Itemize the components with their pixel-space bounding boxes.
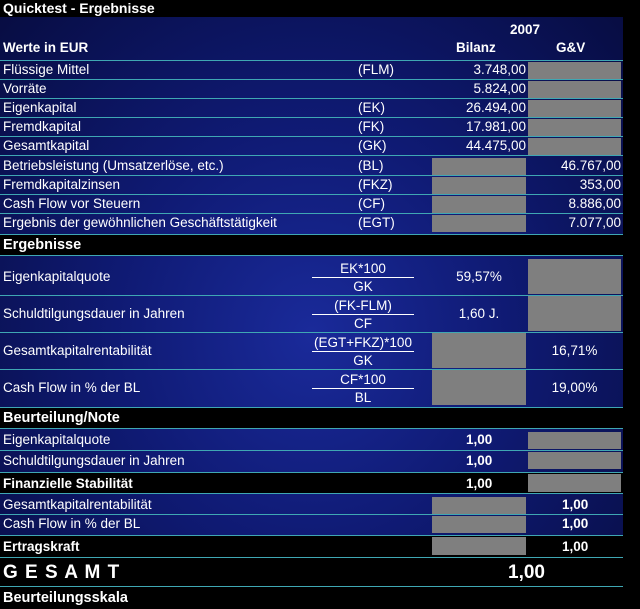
bilanz-empty-cell [432, 158, 526, 175]
rating-value: 1,00 [562, 516, 589, 531]
formula [312, 260, 414, 295]
row-separator [0, 155, 623, 156]
result-label: Schuldtilgungsdauer in Jahren [3, 306, 185, 321]
guv-cell[interactable]: 353,00 [579, 177, 621, 192]
scale-section-header [0, 587, 623, 609]
bilanz-empty-cell [432, 537, 526, 555]
row-abbr: (EK) [358, 100, 385, 115]
rating-title: Beurteilung/Note [3, 410, 120, 426]
formula-denominator: GK [353, 353, 373, 368]
row-abbr: (EGT) [358, 215, 395, 230]
table-row [0, 137, 623, 155]
result-label: Eigenkapitalquote [3, 269, 111, 284]
earning-power-value: 1,00 [562, 539, 589, 554]
formula [312, 297, 414, 332]
formula-denominator: CF [354, 316, 372, 331]
formula-denominator: BL [354, 390, 372, 405]
guv-empty-cell [528, 138, 621, 155]
bilanz-empty-cell [432, 215, 526, 232]
year-header: 2007 [510, 22, 541, 37]
rating-label: Gesamtkapitalrentabilität [3, 497, 152, 512]
table-row [0, 370, 623, 406]
bilanz-empty-cell [432, 370, 526, 405]
rating-value: 1,00 [562, 497, 589, 512]
table-row [0, 496, 623, 514]
table-row [0, 258, 623, 294]
bilanz-result: 59,57% [456, 269, 502, 284]
values-in-eur-label: Werte in EUR [3, 40, 89, 55]
bilanz-empty-cell [432, 497, 526, 514]
guv-empty-cell [528, 62, 621, 79]
results-title: Ergebnisse [3, 237, 82, 253]
formula [312, 334, 414, 369]
rating-label: Eigenkapitalquote [3, 432, 111, 447]
row-abbr: (FKZ) [358, 177, 393, 192]
guv-empty-cell [528, 432, 621, 449]
guv-result: 16,71% [551, 343, 598, 358]
table-row [0, 99, 623, 117]
row-label: Fremdkapitalzinsen [3, 177, 121, 192]
scale-title: Beurteilungsskala [3, 590, 128, 606]
bilanz-cell[interactable]: 26.494,00 [465, 100, 526, 115]
bilanz-result: 1,60 J. [458, 306, 500, 321]
table-row [0, 431, 623, 449]
bilanz-column-header: Bilanz [456, 40, 496, 55]
result-label: Gesamtkapitalrentabilität [3, 343, 152, 358]
row-label: Ergebnis der gewöhnlichen Geschäftstätigkeit [3, 215, 277, 230]
row-label: Fremdkapital [3, 119, 82, 134]
row-abbr: (BL) [358, 158, 384, 173]
title-band [0, 0, 623, 17]
table-row [0, 157, 623, 175]
table-row [0, 214, 623, 232]
guv-cell[interactable]: 7.077,00 [568, 215, 621, 230]
bilanz-empty-cell [432, 333, 526, 368]
table-row [0, 80, 623, 98]
guv-cell[interactable]: 46.767,00 [560, 158, 621, 173]
earning-power-label: Ertragskraft [3, 539, 80, 554]
rating-value: 1,00 [466, 432, 493, 447]
row-abbr: (FLM) [358, 62, 394, 77]
formula-numerator: CF*100 [312, 371, 414, 389]
row-label: Gesamtkapital [3, 138, 90, 153]
results-section-header [0, 234, 623, 256]
rating-value: 1,00 [466, 453, 493, 468]
total-label: G E S A M T [3, 562, 121, 583]
bilanz-empty-cell [432, 177, 526, 194]
sheet-title: Quicktest - Ergebnisse [3, 0, 155, 16]
bilanz-cell[interactable]: 44.475,00 [465, 138, 526, 153]
row-label: Cash Flow vor Steuern [3, 196, 141, 211]
table-row [0, 195, 623, 213]
formula [312, 371, 414, 406]
rating-label: Schuldtilgungsdauer in Jahren [3, 453, 185, 468]
row-label: Vorräte [3, 81, 47, 96]
table-row [0, 118, 623, 136]
bilanz-cell[interactable]: 3.748,00 [473, 62, 526, 77]
bilanz-cell[interactable]: 5.824,00 [473, 81, 526, 96]
formula-numerator: EK*100 [312, 260, 414, 278]
financial-stability-row [0, 472, 623, 494]
result-label: Cash Flow in % der BL [3, 380, 141, 395]
financial-stability-label: Finanzielle Stabilität [3, 476, 133, 491]
bilanz-empty-cell [432, 196, 526, 213]
row-label: Eigenkapital [3, 100, 77, 115]
guv-cell[interactable]: 8.886,00 [568, 196, 621, 211]
row-abbr: (CF) [358, 196, 385, 211]
table-row [0, 451, 623, 469]
bilanz-empty-cell [432, 516, 526, 533]
guv-empty-cell [528, 259, 621, 294]
guv-empty-cell [528, 296, 621, 331]
table-row [0, 176, 623, 194]
guv-result: 19,00% [551, 380, 598, 395]
row-abbr: (FK) [358, 119, 385, 134]
table-row [0, 296, 623, 332]
rating-section-header [0, 407, 623, 429]
table-row [0, 333, 623, 369]
formula-numerator: (EGT+FKZ)*100 [312, 334, 414, 352]
row-separator [0, 493, 623, 494]
financial-stability-value: 1,00 [466, 476, 493, 491]
guv-empty-cell [528, 452, 621, 469]
rating-label: Cash Flow in % der BL [3, 516, 141, 531]
guv-column-header: G&V [556, 40, 586, 55]
row-label: Flüssige Mittel [3, 62, 90, 77]
row-abbr: (GK) [358, 138, 387, 153]
table-row [0, 515, 623, 533]
row-label: Betriebsleistung (Umsatzerlöse, etc.) [3, 158, 224, 173]
guv-empty-cell [528, 81, 621, 98]
total-value: 1,00 [508, 562, 545, 583]
bilanz-cell[interactable]: 17.981,00 [465, 119, 526, 134]
guv-empty-cell [528, 474, 621, 492]
formula-numerator: (FK-FLM) [312, 297, 414, 315]
total-row [0, 557, 623, 587]
guv-empty-cell [528, 100, 621, 117]
earning-power-row [0, 535, 623, 557]
formula-denominator: GK [353, 279, 373, 294]
table-row [0, 61, 623, 79]
guv-empty-cell [528, 119, 621, 136]
